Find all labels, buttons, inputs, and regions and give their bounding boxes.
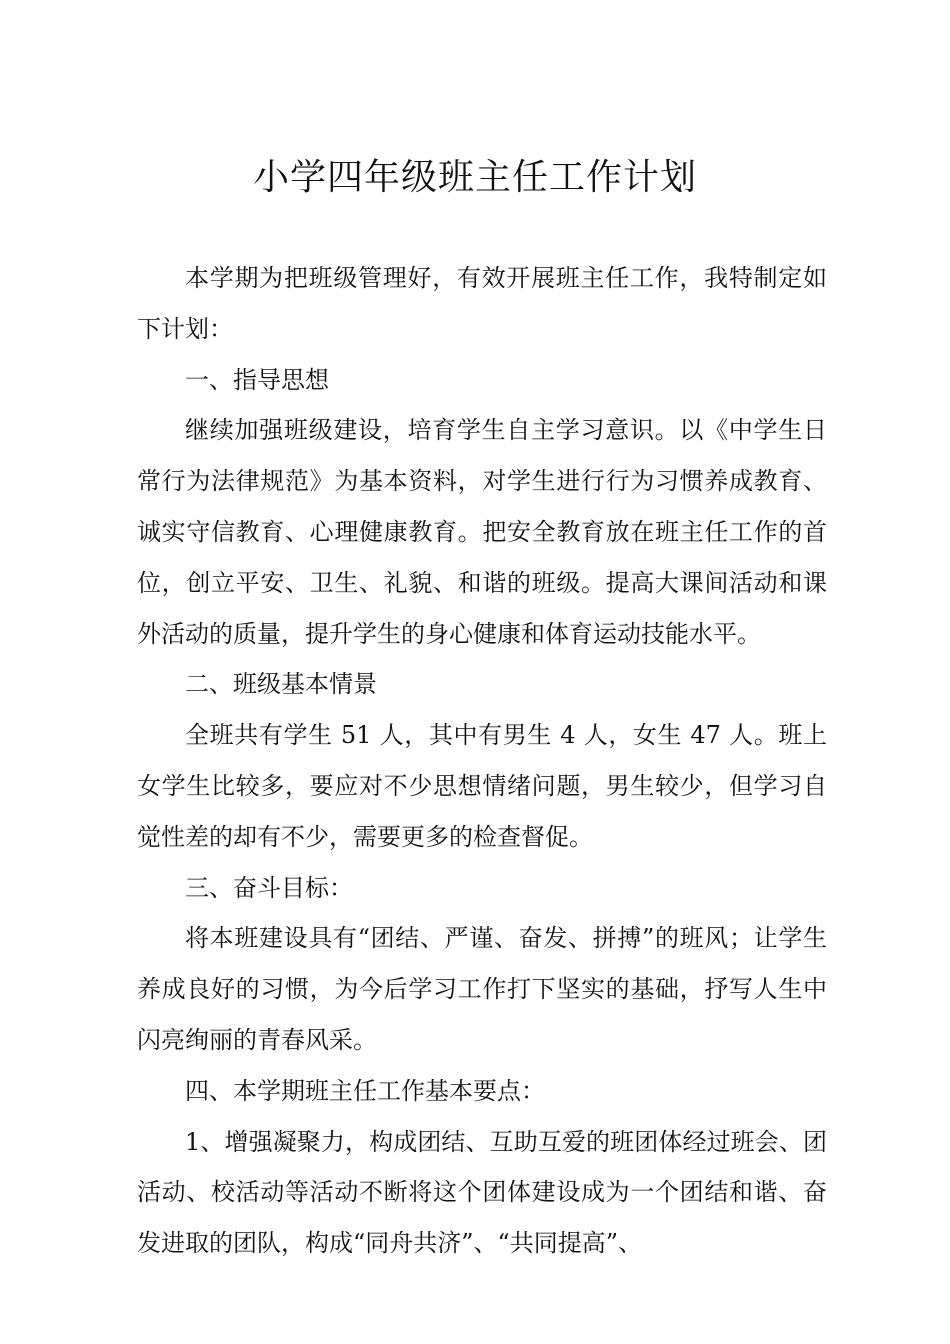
- guiding-thought-paragraph: 继续加强班级建设，培育学生自主学习意识。以《中学生日常行为法律规范》为基本资料，对学生进行行为习惯养成教育、诚实守信教育、心理健康教育。把安全教育放在班主任工作的首位，创立平安、卫生、礼貌、和谐的班级。提高大课间活动和课外活动的质量，提升学生的身心健康和体育运动技能水平。: [137, 416, 827, 648]
- document-body: [137, 253, 827, 1269]
- section-heading-class-situation: 二、班级基本情景: [185, 670, 377, 699]
- section-heading-guiding-thought: 一、指导思想: [185, 365, 329, 394]
- section-heading-key-points: 四、本学期班主任工作基本要点：: [185, 1076, 545, 1105]
- section-heading-goals: 三、奋斗目标：: [185, 873, 353, 902]
- key-point-1-paragraph: 1、增强凝聚力，构成团结、互助互爱的班团体经过班会、团活动、校活动等活动不断将这个团体建设成为一个团结和谐、奋发进取的团队，构成“同舟共济”、“共同提高”、: [137, 1127, 827, 1258]
- document-title: 小学四年级班主任工作计划: [252, 157, 697, 198]
- goals-paragraph: 将本班建设具有“团结、严谨、奋发、拼搏”的班风；让学生养成良好的习惯，为今后学习工作打下坚实的基础，抒写人生中闪亮绚丽的青春风采。: [137, 924, 827, 1054]
- intro-paragraph: 本学期为把班级管理好，有效开展班主任工作，我特制定如下计划：: [137, 264, 827, 343]
- class-situation-paragraph: 全班共有学生 51 人，其中有男生 4 人，女生 47 人。班上女学生比较多，要应对不少思想情绪问题，男生较少，但学习自觉性差的却有不少，需要更多的检查督促。: [137, 721, 827, 851]
